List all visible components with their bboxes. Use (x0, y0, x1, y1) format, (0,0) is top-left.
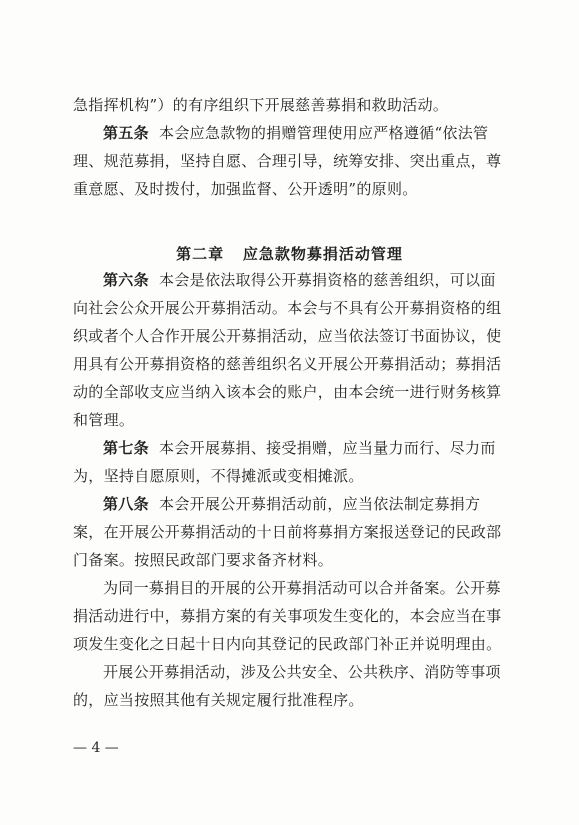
text-block-main (73, 266, 515, 714)
article-5-text-1: 本会应急款物的捐赠管理使用应严格遵循“依法管 (159, 124, 489, 142)
article-5-line-1 (73, 119, 515, 147)
page-number: — 4 — (73, 740, 119, 756)
paragraph-merge-line-3: 项发生变化之日起十日内向其登记的民政部门补正并说明理由。 (73, 635, 502, 653)
paragraph-safety-line-1: 开展公开募捐活动，涉及公共安全、公共秩序、消防等事项 (103, 663, 501, 681)
article-8-line-3: 门备案。按照民政部门要求备齐材料。 (73, 551, 334, 569)
article-6-line-2: 向社会公众开展公开募捐活动。本会与不具有公开募捐资格的组 (73, 299, 502, 317)
article-8-line-1 (73, 490, 515, 518)
paragraph-merge-line-1: 为同一募捐目的开展的公开募捐活动可以合并备案。公开募 (103, 579, 501, 597)
article-7-line-1 (73, 434, 515, 462)
article-5-line-2: 理、规范募捐，坚持自愿、合理引导，统筹安排、突出重点，尊 (73, 152, 502, 170)
text-block-top (73, 91, 515, 203)
article-7-line-2: 为，坚持自愿原则，不得摊派或变相摊派。 (73, 467, 364, 485)
chapter-heading (0, 243, 579, 264)
article-6-text-1: 本会是依法取得公开募捐资格的慈善组织，可以面 (159, 271, 496, 289)
article-8-title: 第八条 (103, 495, 149, 513)
article-5-title: 第五条 (103, 124, 149, 142)
chapter-number: 第二章 (176, 245, 225, 263)
article-6-title: 第六条 (103, 271, 149, 289)
article-5-line-3: 重意愿、及时拨付，加强监督、公开透明”的原则。 (73, 180, 418, 198)
paragraph-safety-line-2: 的，应当按照其他有关规定履行批准程序。 (73, 691, 364, 709)
paragraph-intro-line: 急指挥机构”）的有序组织下开展慈善募捐和救助活动。 (73, 96, 449, 114)
article-7-text-1: 本会开展募捐、接受捐赠，应当量力而行、尽力而 (159, 439, 496, 457)
article-6-line-4: 用具有公开募捐资格的慈善组织名义开展公开募捐活动；募捐活 (73, 355, 502, 373)
paragraph-merge-line-2: 捐活动进行中，募捐方案的有关事项发生变化的，本会应当在事 (73, 607, 502, 625)
article-7-title: 第七条 (103, 439, 149, 457)
article-6-line-6: 和管理。 (73, 411, 135, 429)
article-8-line-2: 案，在开展公开募捐活动的十日前将募捐方案报送登记的民政部 (73, 523, 502, 541)
article-6-line-5: 动的全部收支应当纳入该本会的账户，由本会统一进行财务核算 (73, 383, 502, 401)
chapter-title: 应急款物募捐活动管理 (242, 245, 403, 263)
article-8-text-1: 本会开展公开募捐活动前，应当依法制定募捐方 (159, 495, 481, 513)
article-6-line-1 (73, 266, 515, 294)
article-6-line-3: 织或者个人合作开展公开募捐活动，应当依法签订书面协议，使 (73, 327, 502, 345)
